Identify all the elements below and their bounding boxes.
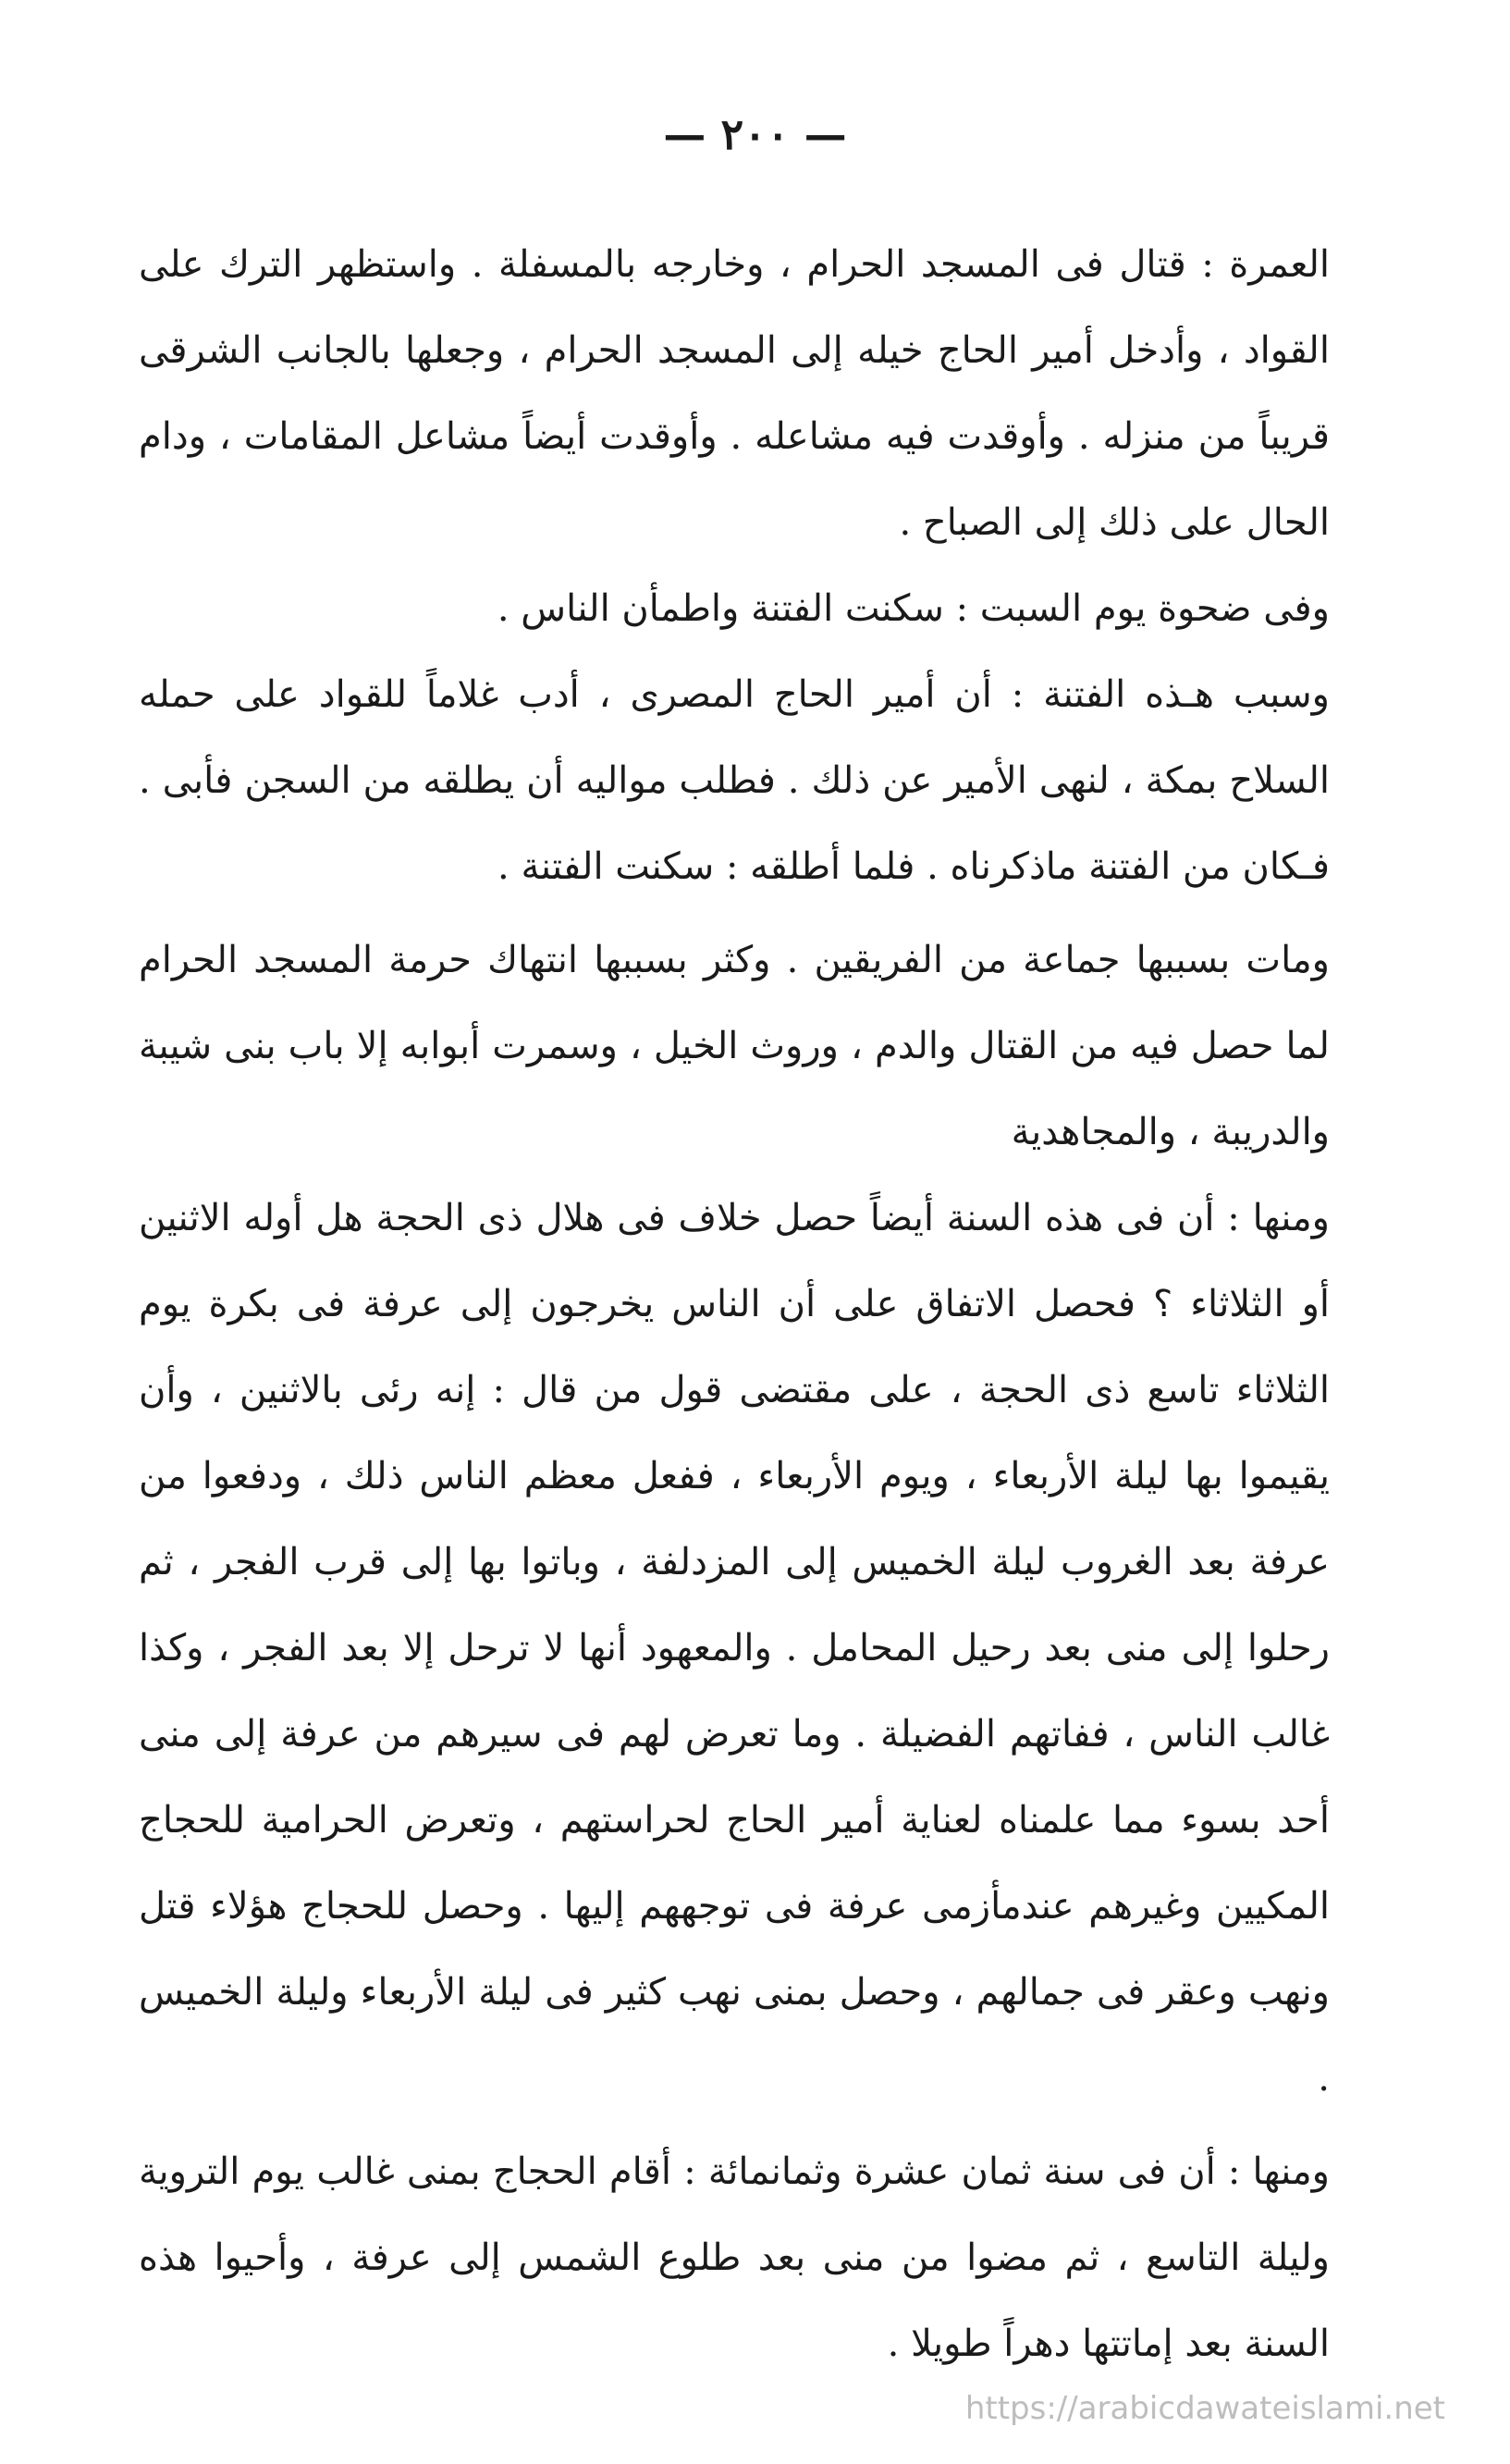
paragraph-6: ومنها : أن فى سنة ثمان عشرة وثمانمائة : أقام الحجاج بمنى غالب يوم التروية وليلة التاسع ، ثم مضوا من منى بعد طلوع الشمس إلى عرفة ، وأحيوا هذه السنة بعد إماتتها دهراً طويلا . bbox=[139, 2150, 1330, 2365]
paragraph-4: ومات بسببها جماعة من الفريقين . وكثر بسببها انتهاك حرمة المسجد الحرام لما حصل فيه من القتال والدم ، وروث الخيل ، وسمرت أبوابه إلا باب بنى شيبة والدريبة ، والمجاهدية bbox=[139, 939, 1330, 1153]
paragraph-2: وفى ضحوة يوم السبت : سكنت الفتنة واطمأن الناس . bbox=[497, 587, 1330, 630]
watermark-url: https://arabicdawateislami.net bbox=[964, 2390, 1445, 2427]
body-text bbox=[139, 222, 1330, 2387]
page-number: — ٢٠٠ — bbox=[663, 109, 847, 159]
paragraph-5: ومنها : أن فى هذه السنة أيضاً حصل خلاف فى هلال ذى الحجة هل أوله الاثنين أو الثلاثاء ؟ فحصل الاتفاق على أن الناس يخرجون إلى عرفة فى بكرة يوم الثلاثاء تاسع ذى الحجة ، على مقتضى قول من قال : إنه رئى بالاثنين ، وأن يقيموا بها ليلة الأربعاء ، ويوم الأربعاء ، ففعل معظم الناس ذلك ، ودفعوا من عرفة بعد الغروب ليلة الخميس إلى المزدلفة ، وباتوا بها إلى قرب الفجر ، ثم رحلوا إلى منى بعد رحيل المحامل . والمعهود أنها لا ترحل إلا بعد الفجر ، وكذا غالب الناس ، ففاتهم الفضيلة . وما تعرض لهم فى سيرهم من عرفة إلى منى أحد بسوء مما علمناه لعناية أمير الحاج لحراستهم ، وتعرض الحرامية للحجاج المكيين وغيرهم عندمأزمى عرفة فى توجههم إليها . وحصل للحجاج هؤلاء قتل ونهب وعقر فى جمالهم ، وحصل بمنى نهب كثير فى ليلة الأربعاء وليلة الخميس . bbox=[139, 1197, 1330, 2100]
paragraph-3: وسبب هـذه الفتنة : أن أمير الحاج المصرى ، أدب غلاماً للقواد على حمله السلاح بمكة ، لنهى الأمير عن ذلك . فطلب مواليه أن يطلقه من السجن فأبى . فـكان من الفتنة ماذكرناه . فلما أطلقه : سكنت الفتنة . bbox=[139, 673, 1330, 888]
paragraph-1: العمرة : قتال فى المسجد الحرام ، وخارجه بالمسفلة . واستظهر الترك على القواد ، وأدخل أمير الحاج خيله إلى المسجد الحرام ، وجعلها بالجانب الشرقى قريباً من منزله . وأوقدت فيه مشاعله . وأوقدت أيضاً مشاعل المقامات ، ودام الحال على ذلك إلى الصباح . bbox=[139, 243, 1330, 544]
